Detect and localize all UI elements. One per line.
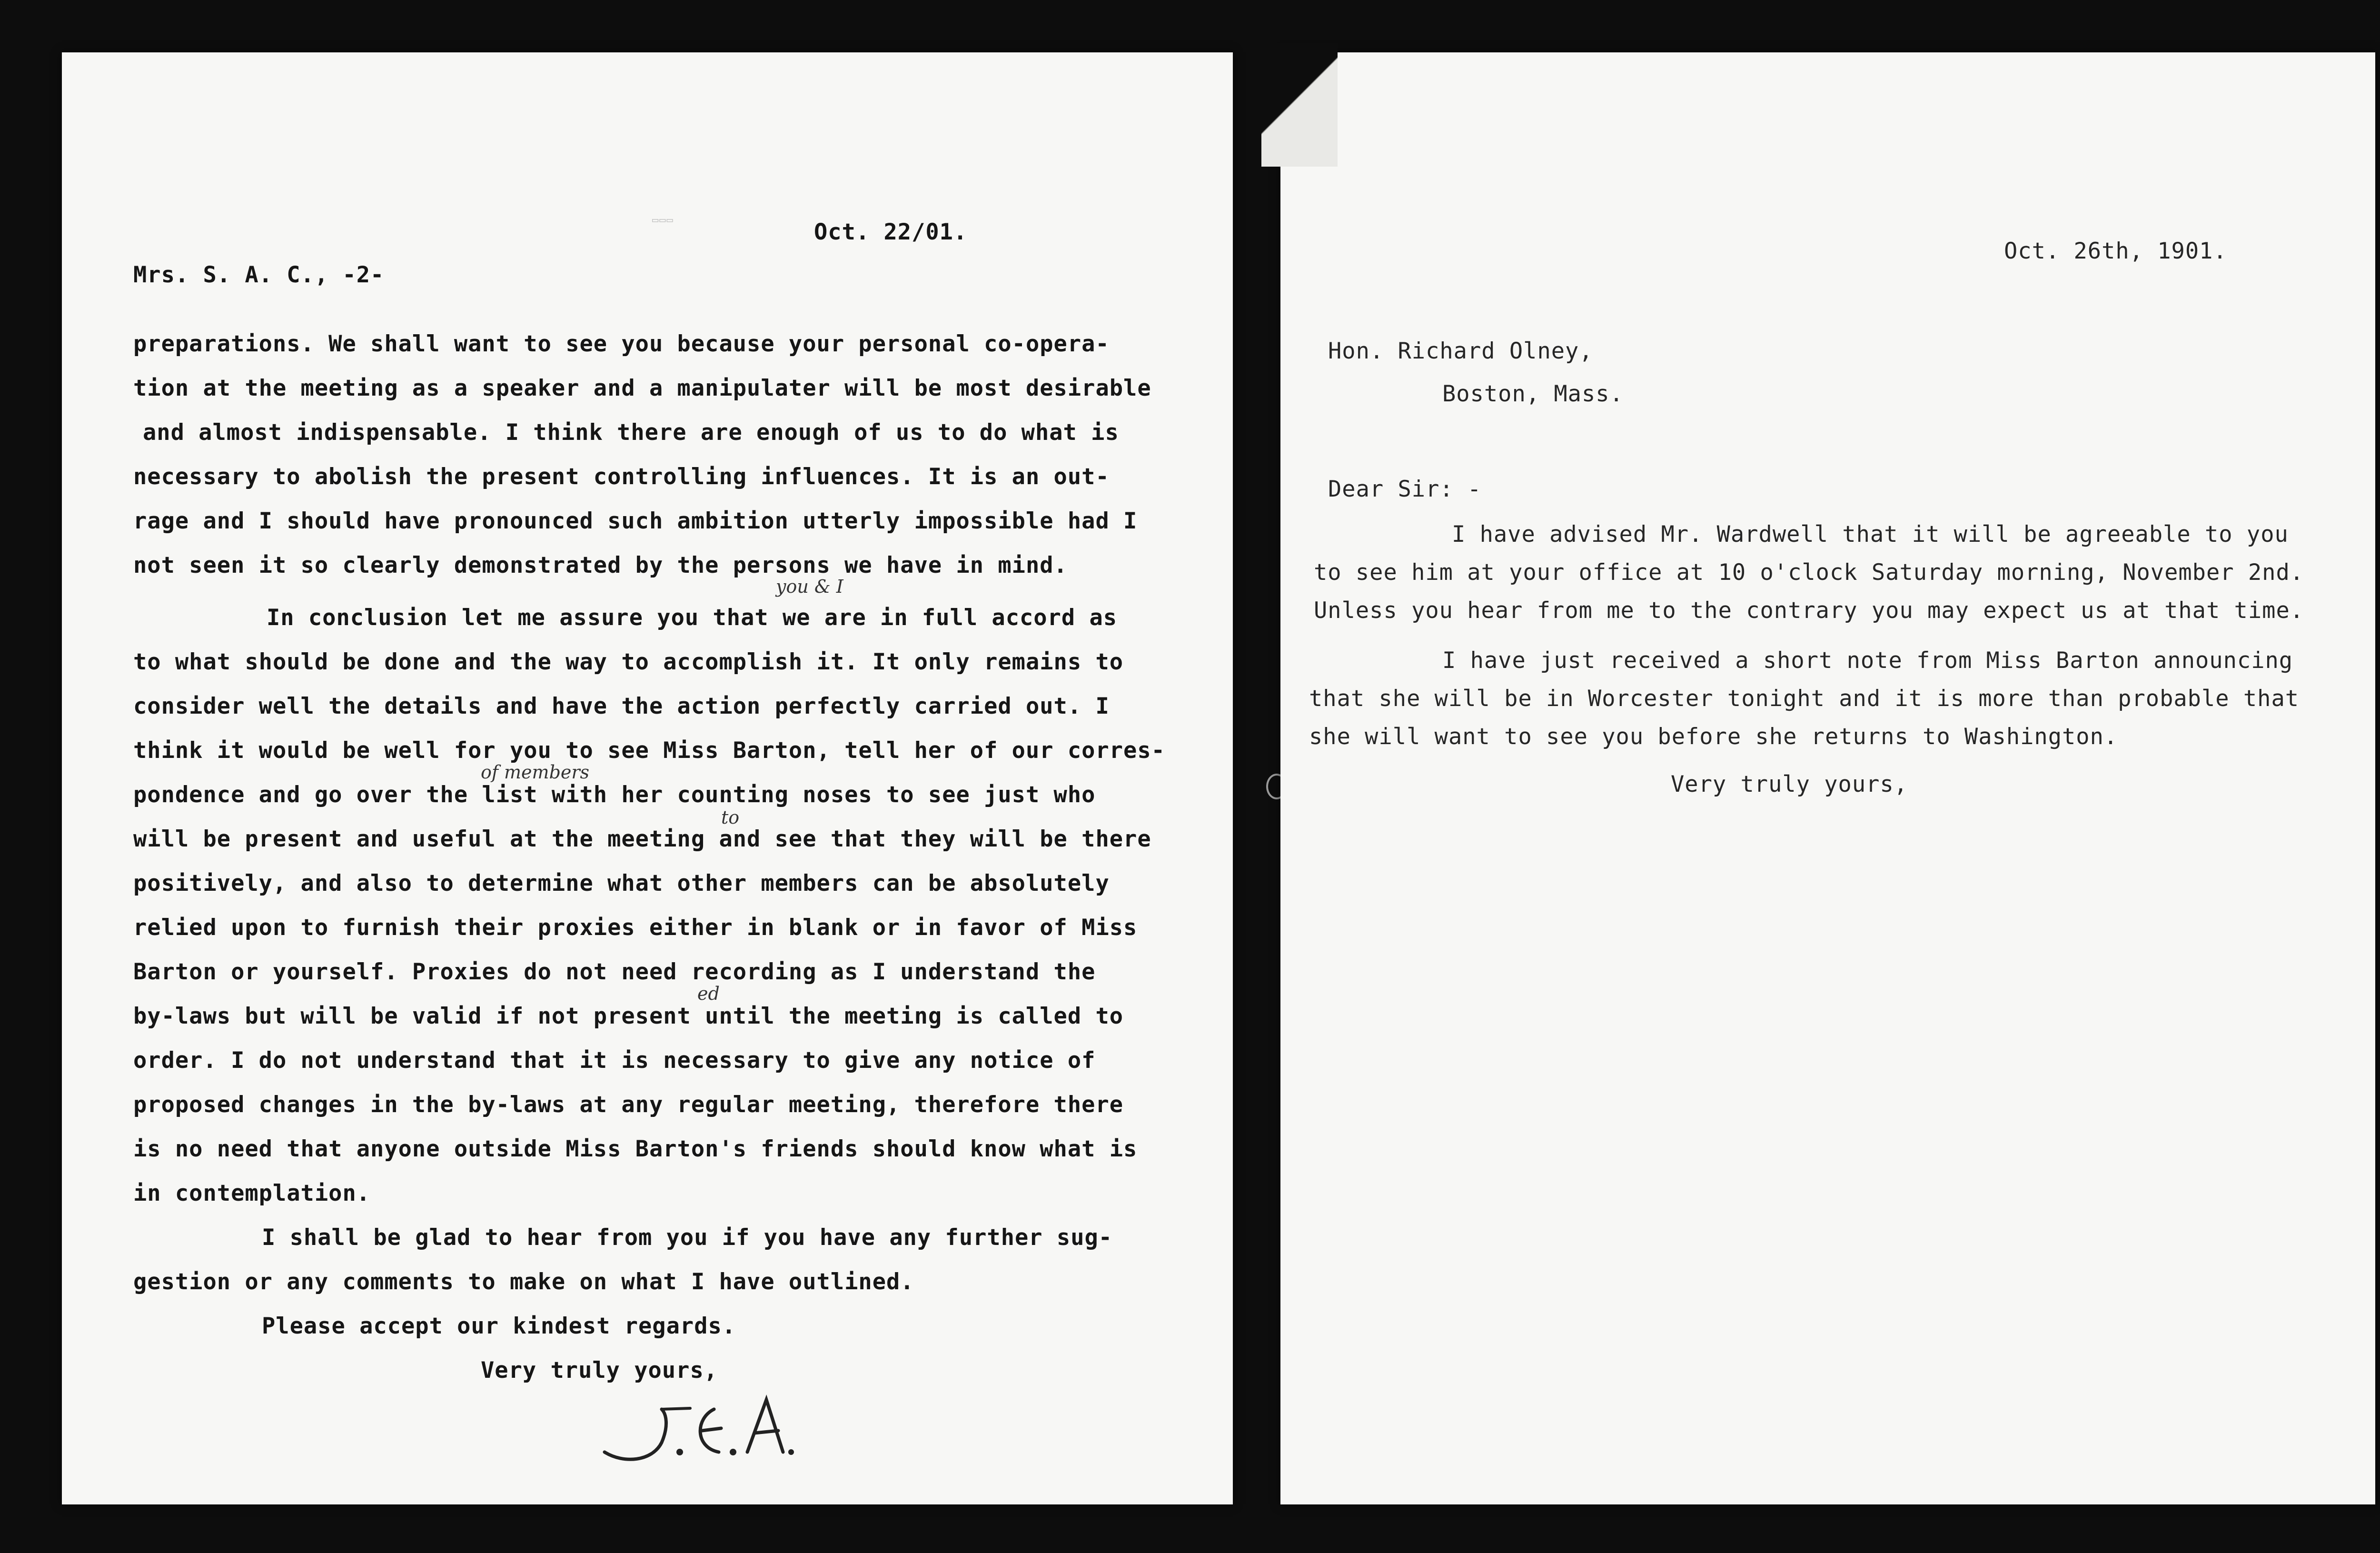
body-line: Please accept our kindest regards. [262, 1313, 736, 1339]
left-date: Oct. 22/01. [814, 219, 968, 245]
letter-page-left [62, 52, 1233, 1504]
body-line: preparations. We shall want to see you because your personal co-opera- [133, 331, 1110, 357]
recipient-name: Hon. Richard Olney, [1328, 338, 1593, 364]
body-line: gestion or any comments to make on what I have outlined. [133, 1269, 914, 1295]
body-line: I have just received a short note from Miss Barton announcing [1442, 647, 2293, 674]
body-line: Unless you hear from me to the contrary you may expect us at that time. [1314, 597, 2304, 624]
body-line: order. I do not understand that it is necessary to give any notice of [133, 1047, 1096, 1074]
body-line: pondence and go over the list with her counting noses to see just who [133, 782, 1096, 808]
body-line: is no need that anyone outside Miss Barton's friends should know what is [133, 1136, 1138, 1162]
left-closing: Very truly yours, [481, 1357, 718, 1384]
body-line: rage and I should have pronounced such ambition utterly impossible had I [133, 508, 1138, 534]
handwritten-annotation: ed [697, 983, 720, 1004]
body-line: to what should be done and the way to accomplish it. It only remains to [133, 649, 1124, 675]
body-line: to see him at your office at 10 o'clock Saturday morning, November 2nd. [1314, 559, 2304, 586]
body-line: not seen it so clearly demonstrated by the persons we have in mind. [133, 552, 1068, 578]
body-line: relied upon to furnish their proxies either in blank or in favor of Miss [133, 915, 1138, 941]
body-line: consider well the details and have the action perfectly carried out. I [133, 693, 1110, 719]
recipient-city: Boston, Mass. [1442, 381, 1624, 407]
handwritten-annotation: you & I [776, 576, 843, 597]
body-line: by-laws but will be valid if not present until the meeting is called to [133, 1003, 1124, 1029]
body-line: will be present and useful at the meeting and see that they will be there [133, 826, 1151, 852]
body-line: proposed changes in the by-laws at any regular meeting, therefore there [133, 1092, 1124, 1118]
left-header: Mrs. S. A. C., -2- [133, 262, 385, 288]
handwritten-signature [595, 1381, 795, 1471]
faint-stamp: ▭▭▭ [652, 214, 674, 226]
body-line: she will want to see you before she returns to Washington. [1309, 724, 2118, 750]
letter-page-right [1280, 52, 2375, 1504]
body-line: positively, and also to determine what other members can be absolutely [133, 870, 1110, 896]
body-line: Barton or yourself. Proxies do not need recording as I understand the [133, 959, 1096, 985]
right-date: Oct. 26th, 1901. [2004, 238, 2227, 264]
body-line: and almost indispensable. I think there are enough of us to do what is [143, 419, 1119, 446]
body-line: I shall be glad to hear from you if you have any further sug- [262, 1224, 1113, 1251]
body-line: in contemplation. [133, 1180, 371, 1206]
body-line: necessary to abolish the present controlling influences. It is an out- [133, 464, 1110, 490]
handwritten-annotation: of members [481, 762, 590, 783]
folded-corner [1261, 43, 1338, 167]
body-line: that she will be in Worcester tonight and it is more than probable that [1309, 686, 2300, 712]
salutation: Dear Sir: - [1328, 476, 1482, 502]
body-line: tion at the meeting as a speaker and a manipulater will be most desirable [133, 375, 1151, 401]
right-closing: Very truly yours, [1671, 771, 1908, 797]
body-line: think it would be well for you to see Miss Barton, tell her of our corres- [133, 737, 1165, 764]
body-line: In conclusion let me assure you that we are in full accord as [267, 605, 1118, 631]
handwritten-annotation: to [721, 807, 740, 828]
body-line: I have advised Mr. Wardwell that it will be agreeable to you [1452, 521, 2289, 548]
